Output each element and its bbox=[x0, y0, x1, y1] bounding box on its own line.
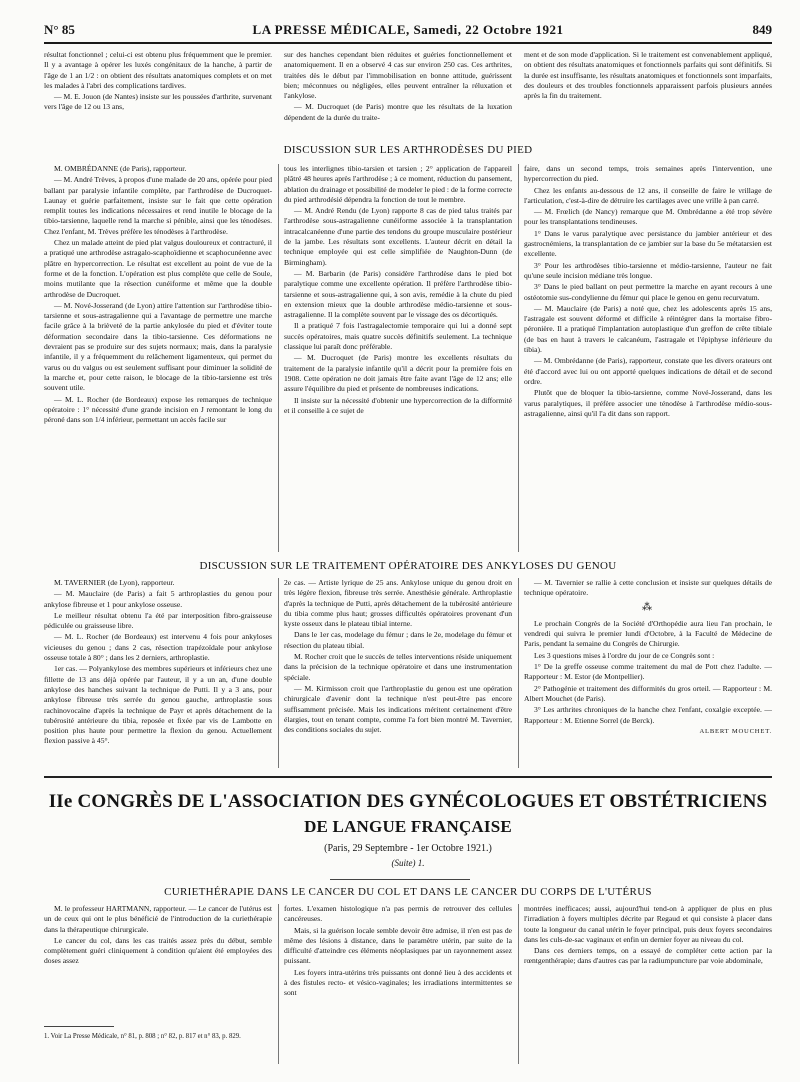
paragraph: — M. L. Rocher (de Bordeaux) est intervenu 4 fois pour ankyloses vicieuses du genou ; dans 2 cas, résection trapézoïdale pour ankylose osseuse totale à 80° ; dans les 2 derniers, arthroplastie. bbox=[44, 632, 272, 663]
journal-title: LA PRESSE MÉDICALE, Samedi, 22 Octobre 1921 bbox=[252, 22, 564, 37]
column-divider bbox=[278, 164, 279, 552]
paragraph: Les foyers intra-utérins très puissants ont donné lieu à des accidents et à des fistules recto- et vésico-vaginales; les irradiations intermittentes se sont bbox=[284, 967, 512, 998]
paragraph: Mais, si la guérison locale semble devoir être admise, il n'en est pas de même des lésions à distance, dans le paramètre utérin, par suite de la difficulté d'atteindre ces éléments néoplasiques par un rayonnement assez puissant. bbox=[284, 925, 512, 966]
paragraph: — M. André Trèves, à propos d'une malade de 20 ans, opérée pour pied ballant par paralysie infantile complète, par l'arthrodèse de Ducroquet-Launay et guérie parfaitement, insiste sur le fait que cette opération remplit toutes les indications nécessaires et rend inutile le blocage de la tibio-tarsienne, laquelle rend la marche si pénible, ainsi que les ténodèses. Chez l'enfant, M. Trèves préfère les ténodèses à l'arthrodèse. bbox=[44, 175, 272, 236]
paragraph: 3° Pour les arthrodèses tibio-tarsienne et médio-tarsienne, l'auteur ne fait qu'une seule incision médiane très longue. bbox=[524, 260, 772, 280]
paragraph: Dans ces derniers temps, on a essayé de compléter cette action par la rœntgenthérapie; dans d'autres cas par la radiumpuncture par voie abdominale, bbox=[524, 946, 772, 966]
ankyloses-column-2 bbox=[284, 578, 512, 770]
paragraph: Il a pratiqué 7 fois l'astragalectomie temporaire qui lui a donné sept succès opératoires, mais quatre succès définitifs seulement. La technique classique lui paraît donc préférable. bbox=[284, 321, 512, 352]
congress-title-line-1: IIe CONGRÈS DE L'ASSOCIATION DES GYNÉCOLOGUES ET OBSTÉTRICIENS bbox=[48, 791, 768, 812]
paragraph: 1er cas. — Polyankylose des membres supérieurs et inférieurs chez une fillette de 13 ans déjà opérée par l'auteur, il y a un an, d'une double ankylose des hanches suivant la technique de Putti. Il y a 3 ans, pour ankylose fibreuse très serrée du genou gauche, arthroplastie sous rachinovocaïne d'après la technique de Payr et après détachement de la tubérosité antérieure du tibia, reposée et fixée par vis de Lambotte en position plus haute pour permettre la flexion du genou. Actuellement flexion passive à 45°. bbox=[44, 664, 272, 746]
paragraph: résultat fonctionnel ; celui-ci est obtenu plus fréquemment que le premier. Il y a avantage à opérer les luxés congénitaux de la hanche, à partir de l'âge de 1 an 1/2 : on obtient des résultats anatomiques complets et on met les malades à l'abri des complications tardives. bbox=[44, 50, 272, 90]
paragraph: Le cancer du col, dans les cas traités assez près du début, semble complètement guéri cliniquement à condition qu'aient été employées des doses assez bbox=[44, 935, 272, 966]
top-column-2 bbox=[284, 50, 512, 140]
section-title-arthrodeses: DISCUSSION SUR LES ARTHRODÈSES DU PIED bbox=[283, 144, 533, 156]
paragraph: 2e cas. — Artiste lyrique de 25 ans. Ankylose unique du genou droit en très légère flexion, fibreuse très serrée. Anesthésie générale. Arthroplastie d'après la technique de Putti, après détachement de la tubérosité antérieure du tibia comme plus haut; grosses difficultés opératoires provenant d'un kyste osseux dans le plateau tibial interne. bbox=[284, 578, 512, 629]
paragraph: Chez un malade atteint de pied plat valgus douloureux et contracturé, il a pratiqué une arthrodèse astragalo-scaphoïdienne et scaphocunéenne avec plâtre en hypercorrection. Le résultat est excellent au point de vue de la forme et de la fonction. L'opération est plus complète que celle de Soule, moins mutilante que la résection cunéiforme et même que la double arthrodèse de Ducroquet. bbox=[44, 238, 272, 299]
paragraph: — M. Mauclaire (de Paris) a fait 5 arthroplasties du genou pour ankylose fibreuse et 1 pour ankylose osseuse. bbox=[44, 589, 272, 609]
paragraph: fortes. L'examen histologique n'a pas permis de retrouver des cellules cancéreuses. bbox=[284, 904, 512, 924]
paragraph: — M. Frœlich (de Nancy) remarque que M. Ombrédanne a été trop sévère pour les transplantations tendineuses. bbox=[524, 207, 772, 227]
arthrodeses-column-3 bbox=[524, 164, 772, 554]
issue-number: N° 85 bbox=[44, 22, 75, 37]
congress-dates: (Paris, 29 Septembre - 1er Octobre 1921.) bbox=[324, 843, 492, 854]
arthrodeses-column-1 bbox=[44, 164, 272, 554]
paragraph: Le meilleur résultat obtenu l'a été par interposition fibro-graisseuse pédiculée ou graisseuse libre. bbox=[44, 610, 272, 631]
section-rule bbox=[44, 776, 772, 778]
paragraph: tous les interlignes tibio-tarsien et tarsien ; 2° application de l'appareil plâtré 48 heures après l'arthrodèse ; à ce moment, réduction du pansement, ablation du drainage et possibilité de modeler le pied : de la forme correcte du pied arthrodésié dépendra la fonction de tout le membre. bbox=[284, 164, 512, 204]
section-title-ankyloses: DISCUSSION SUR LE TRAITEMENT OPÉRATOIRE DES ANKYLOSES DU GENOU bbox=[199, 560, 617, 572]
curietherapie-column-1 bbox=[44, 904, 272, 1012]
section-title-curietherapie: CURIETHÉRAPIE DANS LE CANCER DU COL ET DANS LE CANCER DU CORPS DE L'UTÉRUS bbox=[164, 886, 652, 898]
paragraph: — M. Nové-Josserand (de Lyon) attire l'attention sur l'arthrodèse tibio-tarsienne et sous-astragalienne qui a l'avantage de permettre une marche facile grâce à la brièveté de la partie ankylosée du pied et d'éviter toute déformation secondaire dans la tibio-tarsienne. Ces déformations ne devraient pas se produire sur des sujets normaux; mais, dans la paralysie infantile, il y a fréquemment du relâchement ligamenteux, qui permet du varus ou du valgus ou est seulement suffisant pour diminuer la solidité de la marche et, pour cette raison, le blocage de la tibio-tarsienne est très souvent utile. bbox=[44, 300, 272, 393]
paragraph: — M. E. Jouon (de Nantes) insiste sur les poussées d'arthrite, survenant vers l'âge de 12 ou 13 ans, bbox=[44, 92, 272, 112]
asterism: ⁂ bbox=[642, 601, 654, 613]
paragraph: M. Rocher croit que le succès de telles interventions réside uniquement dans la précision de la technique opératoire et dans une instrumentation spéciale. bbox=[284, 652, 512, 682]
paragraph: — M. Kirmisson croit que l'arthroplastie du genou est une opération chirurgicale d'avenir dont la technique n'est peut-être pas encore suffisamment précisée. Mais les indications méritent certainement d'être élargies, tout en tenant compte, comme l'a fort bien montré M. Tavernier, des conditions sociales du sujet. bbox=[284, 683, 512, 735]
paragraph: Il insiste sur la nécessité d'obtenir une hypercorrection de la difformité et il conseille à ce sujet de bbox=[284, 395, 512, 415]
paragraph: — M. Ombrédanne (de Paris), rapporteur, constate que les divers orateurs ont été d'accord avec lui ou ont apporté quelques indications de détail et de second ordre. bbox=[524, 356, 772, 386]
paragraph: 1° Dans le varus paralytique avec persistance du jambier antérieur et des gastrocnémiens, la transplantation de ce jambier sur la base du 5e métatarsien est excellente. bbox=[524, 228, 772, 259]
footnote-rule bbox=[44, 1026, 114, 1027]
curietherapie-column-3 bbox=[524, 904, 772, 1064]
paragraph: — M. Tavernier se rallie à cette conclusion et insiste sur quelques détails de technique opératoire. bbox=[524, 578, 772, 598]
column-divider bbox=[518, 164, 519, 552]
arthrodeses-column-2 bbox=[284, 164, 512, 554]
top-column-1 bbox=[44, 50, 272, 140]
paragraph: — M. André Rendu (de Lyon) rapporte 8 cas de pied talus traités par l'arthrodèse sous-astragalienne cunéiforme associée à la transplantation intracalcanéenne d'une partie des tendons du groupe musculaire postérieur de la jambe. Les résultats sont excellents. L'auteur décrit en détail la technique employée qui est celle simplifiée de Naughton-Dunn (de Birmingham). bbox=[284, 206, 512, 267]
paragraph: faire, dans un second temps, trois semaines après l'intervention, une hypercorrection du pied. bbox=[524, 164, 772, 184]
paragraph: 3° Les arthrites chroniques de la hanche chez l'enfant, coxalgie exceptée. — Rapporteur : M. Etienne Sorrel (de Berck). bbox=[524, 705, 772, 725]
page-number: 849 bbox=[752, 22, 772, 37]
ankyloses-column-1 bbox=[44, 578, 272, 770]
paragraph: 2° Pathogénie et traitement des difformités du gros orteil. — Rapporteur : M. Albert Mouchet (de Paris). bbox=[524, 683, 772, 703]
signature: ALBERT MOUCHET. bbox=[699, 727, 772, 735]
paragraph: sur des hanches cependant bien réduites et guéries fonctionnellement et anatomiquement. Il en a observé 4 cas sur environ 250 cas. Ces arthrites, traitées dès le début par l'immobilisation en bonne attitude, guérissent bien; méconnues ou négligées, elles peuvent entraîner la réluxation et l'ankylose. bbox=[284, 50, 512, 101]
short-rule bbox=[330, 879, 470, 880]
paragraph: — M. Mauclaire (de Paris) a noté que, chez les adolescents après 15 ans, l'astragale est souvent déformé et difficile à réintégrer dans la mortaise fibro-péronière. Il a pratiqué l'implantation autoplastique d'un greffon de crête tibiale (de bas en haut à travers le calcanéum, l'astragale et l'épiphyse inférieure du tibia). bbox=[524, 303, 772, 355]
paragraph: M. le professeur HARTMANN, rapporteur. — Le cancer de l'utérus est un de ceux qui ont le plus bénéficié de l'introduction de la curiethérapie dans la thérapeutique chirurgicale. bbox=[44, 904, 272, 934]
column-divider bbox=[278, 578, 279, 768]
paragraph: — M. Barbarin (de Paris) considère l'arthrodèse dans le pied bot paralytique comme une excellente opération. Il préfère l'arthrodèse tibio-tarsienne et sous-astragalienne qui, à son avis, remédie à la chute du pied en extension mieux que la double arthrodèse médio-tarsienne et sous-astragalienne. Il la complète souvent par le vissage des os décortiqués. bbox=[284, 268, 512, 320]
paragraph: — M. Ducroquet (de Paris) montre que les résultats de la luxation dépendent de la durée du traite- bbox=[284, 102, 512, 122]
paragraph: Plutôt que de bloquer la tibio-tarsienne, comme Nové-Josserand, dans les varus paralytiques, il préfère associer une ténodèse à l'arthrodèse médio-sous-astragalienne, ainsi qu'il l'a dit dans son rapport. bbox=[524, 388, 772, 418]
paragraph: ment et de son mode d'application. Si le traitement est convenablement appliqué, on obtient des résultats anatomiques et fonctionnels parfaits qui sont définitifs. Si la durée est insuffisante, les résultats anatomiques et fonctionnels sont imparfaits, des douleurs et des troubles fonctionnels apparaissent parfois plusieurs années après la fin du traitement. bbox=[524, 50, 772, 101]
paragraph: — M. Ducroquet (de Paris) montre les excellents résultats du traitement de la paralysie infantile qu'il a décrit pour la première fois en 1908. Cette opération ne doit jamais être faite avant l'âge de 12 ans; elle assure l'équilibre du pied et présente de nombreuses indications. bbox=[284, 353, 512, 394]
paragraph: 1° De la greffe osseuse comme traitement du mal de Pott chez l'adulte. — Rapporteur : M. Estor (de Montpellier). bbox=[524, 662, 772, 682]
paragraph: — M. L. Rocher (de Bordeaux) expose les remarques de technique opératoire : 1° nécessité d'une grande incision en J remontant le long du péroné dans son 1/4 inférieur, permettant un accès facile sur bbox=[44, 394, 272, 425]
paragraph: M. OMBRÉDANNE (de Paris), rapporteur. bbox=[54, 164, 187, 173]
paragraph: Dans le 1er cas, modelage du fémur ; dans le 2e, modelage du fémur et résection du plateau tibial. bbox=[284, 630, 512, 650]
column-divider bbox=[278, 904, 279, 1064]
page-header bbox=[44, 18, 772, 44]
ankyloses-column-3 bbox=[524, 578, 772, 770]
paragraph: Les 3 questions mises à l'ordre du jour de ce Congrès sont : bbox=[534, 650, 715, 660]
paragraph: 3° Dans le pied ballant on peut permettre la marche en ayant recours à une ostéotomie sus-condylienne du fémur qui place le genou en genu recurvatum. bbox=[524, 282, 772, 302]
congress-title-line-2: DE LANGUE FRANÇAISE bbox=[304, 817, 512, 836]
curietherapie-column-2 bbox=[284, 904, 512, 1064]
paragraph: M. TAVERNIER (de Lyon), rapporteur. bbox=[54, 578, 175, 587]
column-divider bbox=[518, 578, 519, 768]
paragraph: Le prochain Congrès de la Société d'Orthopédie aura lieu l'an prochain, le vendredi qui suivra le premier lundi d'Octobre, à la Faculté de Médecine de Paris, pendant la semaine du Congrès de Chirurgie. bbox=[524, 618, 772, 649]
paragraph: montrées inefficaces; aussi, aujourd'hui tend-on à appliquer de plus en plus l'irradiation à foyers multiples décrite par Regaud et qui consiste à placer dans toute la longueur du canal utérin le foyer principal, puis deux foyers secondaires dans les culs-de-sac vaginaux et enfin un dernier foyer au niveau du col. bbox=[524, 904, 772, 944]
top-column-3 bbox=[524, 50, 772, 140]
congress-suite: (Suite) 1. bbox=[391, 858, 425, 868]
column-divider bbox=[518, 904, 519, 1064]
footnote: 1. Voir La Presse Médicale, n° 81, p. 808 ; n° 82, p. 817 et n° 83, p. 829. bbox=[44, 1033, 241, 1040]
paragraph: Chez les enfants au-dessous de 12 ans, il conseille de faire le vrillage de l'articulation, c'est-à-dire de détruire les cartilages avec une vrille à pan carré. bbox=[524, 185, 772, 205]
